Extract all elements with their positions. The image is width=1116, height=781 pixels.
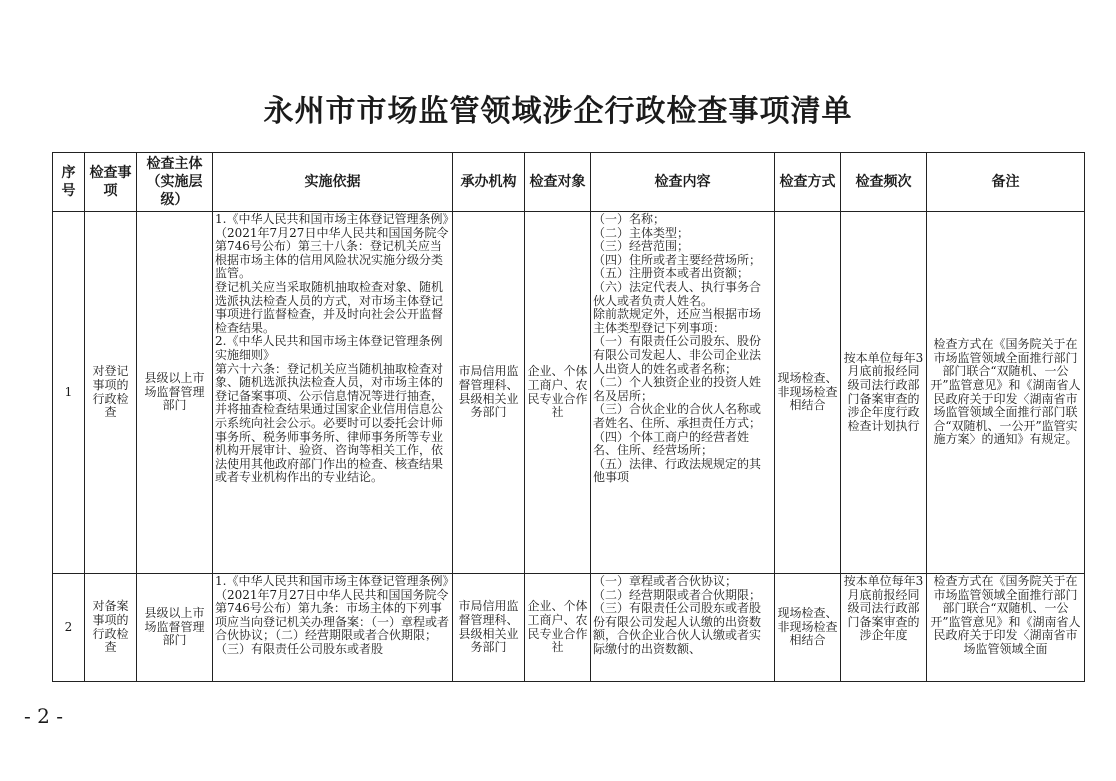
row-note-cell xyxy=(927,574,1085,682)
row-item: 对登记事项的行政检查 xyxy=(85,212,137,574)
page-title: 永州市市场监管领域涉企行政检查事项清单 xyxy=(263,94,853,129)
table-row xyxy=(53,574,1085,682)
row-no: 1 xyxy=(53,212,85,574)
header-target: 检查对象 xyxy=(525,153,591,212)
inspection-table xyxy=(52,152,1085,682)
row-note: 检查方式在《国务院关于在市场监管领域全面推行部门部门联合“双随机、一公开”监管意见》和《湖南省人民政府关于印发〈湖南省市场监管领域全面推行部门联合“双随机、一公开”监管实施方案〉的通知》有规定。 xyxy=(927,212,1085,574)
row-content: （一）章程或者合伙协议； （二）经营期限或者合伙期限； （三）有限责任公司股东或者股份有限公司发起人认缴的出资数额，合伙企业合伙人认缴或者实际缴付的出资数额、 xyxy=(593,575,762,656)
row-content-cell xyxy=(591,574,775,682)
table-header-row xyxy=(53,153,1085,212)
header-note: 备注 xyxy=(927,153,1085,212)
header-freq: 检查频次 xyxy=(841,153,927,212)
row-basis: 1.《中华人民共和国市场主体登记管理条例》（2021年7月27日中华人民共和国国务院令第746号公布）第三十八条：登记机关应当根据市场主体的信用风险状况实施分级分类监管。 登记机关应当采取随机抽取检查对象、随机选派执法检查人员的方式，对市场主体登记事项进行监督检查，并及时向社会公开监督检查结果。 2.《中华人民共和国市场主体登记管理条例实施细则》 第六十六条：登记机关应当随机抽取检查对象、随机选派执法检查人员，对市场主体的登记备案事项、公示信息情况等进行抽查，并将抽查检查结果通过国家企业信用信息公示系统向社会公示。必要时可以委托会计师事务所、税务师事务所、律师事务所等专业机构开展审计、验资、咨询等相关工作，依法使用其他政府部门作出的检查、核查结果或者专业机构作出的专业结论。 xyxy=(213,212,453,574)
header-content: 检查内容 xyxy=(591,153,775,212)
row-no: 2 xyxy=(53,574,85,682)
row-org: 市局信用监督管理科、县级相关业务部门 xyxy=(453,574,525,682)
header-no: 序号 xyxy=(53,153,85,212)
header-basis: 实施依据 xyxy=(213,153,453,212)
row-target: 企业、个体工商户、农民专业合作社 xyxy=(525,574,591,682)
row-freq: 按本单位每年3月底前报经同级司法行政部门备案审查的涉企年度行政检查计划执行 xyxy=(841,212,927,574)
row-basis: 1.《中华人民共和国市场主体登记管理条例》（2021年7月27日中华人民共和国国务院令第746号公布）第九条：市场主体的下列事项应当向登记机关办理备案：（一）章程或者合伙协议；（二）经营期限或者合伙期限；（三）有限责任公司股东或者股 xyxy=(215,575,450,656)
row-subject: 县级以上市场监督管理部门 xyxy=(137,212,213,574)
row-subject: 县级以上市场监督管理部门 xyxy=(137,574,213,682)
row-content: （一）名称； （二）主体类型； （三）经营范围； （四）住所或者主要经营场所； （五）注册资本或者出资额； （六）法定代表人、执行事务合伙人或者负责人姓名。 除前款规定外，还应当根据市场主体类型登记下列事项： （一）有限责任公司股东、股份有限公司发起人、非公司企业法人出资人的姓名或者名称； （二）个人独资企业的投资人姓名及居所； （三）合伙企业的合伙人名称或者姓名、住所、承担责任方式； （四）个体工商户的经营者姓名、住所、经营场所； （五）法律、行政法规规定的其他事项 xyxy=(591,212,775,574)
row-item: 对备案事项的行政检查 xyxy=(85,574,137,682)
row-method: 现场检查、非现场检查相结合 xyxy=(775,574,841,682)
header-item: 检查事项 xyxy=(85,153,137,212)
header-subject: 检查主体（实施层级） xyxy=(137,153,213,212)
header-org: 承办机构 xyxy=(453,153,525,212)
row-note: 检查方式在《国务院关于在市场监管领域全面推行部门部门联合“双随机、一公开”监管意见》和《湖南省人民政府关于印发〈湖南省市场监管领域全面 xyxy=(930,575,1081,656)
page-number: - 2 - xyxy=(24,704,63,728)
row-target: 企业、个体工商户、农民专业合作社 xyxy=(525,212,591,574)
row-org: 市局信用监督管理科、县级相关业务部门 xyxy=(453,212,525,574)
table-row xyxy=(53,212,1085,574)
header-method: 检查方式 xyxy=(775,153,841,212)
row-freq: 按本单位每年3月底前报经同级司法行政部门备案审查的涉企年度 xyxy=(843,575,924,643)
row-freq-cell xyxy=(841,574,927,682)
row-basis-cell xyxy=(213,574,453,682)
row-method: 现场检查、非现场检查相结合 xyxy=(775,212,841,574)
